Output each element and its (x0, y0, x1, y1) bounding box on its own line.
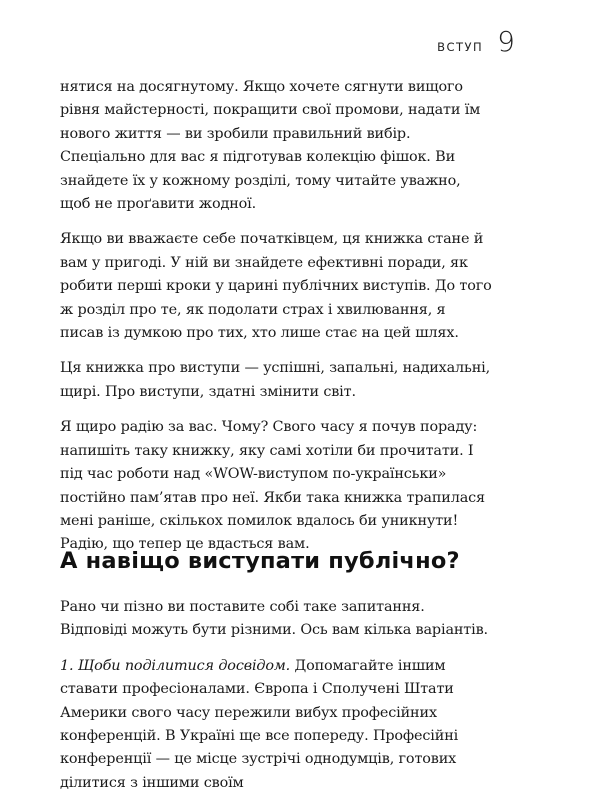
paragraph-2: Якщо ви вважаєте себе початківцем, ця книжка стане й вам у пригоді. У ній ви знайдете ефективні поради, як робити перші кроки у царині публічних виступів. До того ж розділ про те, як подолати страх і хвилювання, я писав із думкою про тих, хто лише стає на цей шлях. (60, 231, 492, 342)
paragraph-5: Рано чи пізно ви поставите собі таке запитання. Відповіді можуть бути різними. Ось вам кілька варіантів. (60, 599, 488, 639)
paragraph-1: нятися на досягнутому. Якщо хочете сягнути вищого рівня майстерності, покращити свої промови, надати їм нового життя — ви зробили правильний вибір. Спеціально для вас я підготував колекцію фішок. Ви знайдете їх у кожному розділі, тому читайте уважно, щоб не проґавити жодної. (60, 79, 481, 213)
section-name: ВСТУП (437, 40, 484, 54)
paragraph-6 (60, 655, 492, 795)
text-block-top (60, 76, 492, 569)
running-head (437, 25, 515, 58)
page-number: 9 (497, 25, 515, 58)
text-block-bottom (60, 596, 492, 807)
paragraph-4: Я щиро радію за вас. Чому? Свого часу я почув пораду: напишіть таку книжку, яку самі хотіли би прочитати. І під час роботи над «WOW-виступом по-українськи» постійно пам’ятав про неї. Якби така книжка трапилася мені раніше, скількох помилок вдалось би уникнути! Радію, що тепер це вдасться вам. (60, 419, 485, 553)
section-heading-wrap (60, 548, 492, 574)
section-heading: А навіщо виступати публічно? (60, 548, 460, 574)
paragraph-6-text: Допомагайте іншим ставати професіоналами. Європа і Сполучені Штати Америки свого часу пережили вибух професійних конференцій. В Україні ще все попереду. Професійні конференції — це місце зустрічі однодумців, готових ділитися з іншими своїм (60, 657, 459, 791)
paragraph-6-italic-lead: 1. Щоби поділитися досвідом. (60, 657, 291, 674)
paragraph-3: Ця книжка про виступи — успішні, запальні, надихальні, щирі. Про виступи, здатні змінити світ. (60, 360, 491, 400)
